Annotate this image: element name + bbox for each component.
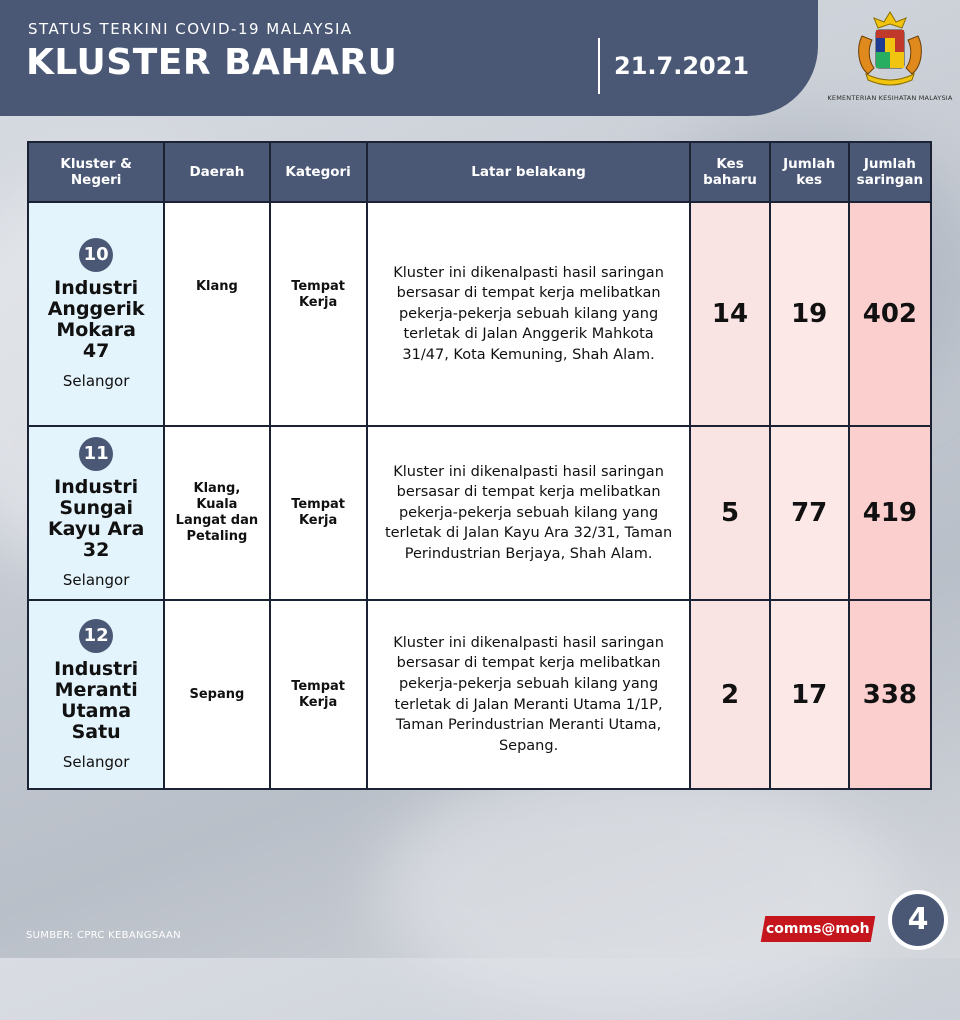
header-latar: Latar belakang xyxy=(368,143,690,201)
daerah-cell: Klang xyxy=(165,203,268,425)
daerah-cell: Sepang xyxy=(165,601,268,788)
header-kes-baharu: Kes baharu xyxy=(691,143,768,201)
jumlah-kes-cell: 19 xyxy=(771,203,848,425)
cluster-number: 10 xyxy=(79,238,113,272)
ministry-name: KEMENTERIAN KESIHATAN MALAYSIA xyxy=(827,94,953,102)
brand-tag-label: comms@moh xyxy=(766,921,870,937)
jumlah-kes-cell: 17 xyxy=(771,601,848,788)
table-row xyxy=(29,601,930,788)
kes-baharu-cell: 14 xyxy=(691,203,768,425)
table-header-row xyxy=(29,143,930,201)
header-daerah: Daerah xyxy=(165,143,268,201)
cluster-state: Selangor xyxy=(62,752,130,771)
daerah-cell: Klang, Kuala Langat dan Petaling xyxy=(165,427,268,599)
source-note: SUMBER: CPRC KEBANGSAAN xyxy=(26,930,181,941)
jumlah-kes-cell: 77 xyxy=(771,427,848,599)
header-divider xyxy=(598,38,600,94)
header-kategori: Kategori xyxy=(271,143,366,201)
cluster-state: Selangor xyxy=(62,571,130,589)
cluster-state: Selangor xyxy=(62,372,130,390)
coat-of-arms-icon xyxy=(848,8,932,92)
kategori-cell: Tempat Kerja xyxy=(271,203,366,425)
jumlah-saringan-cell: 419 xyxy=(850,427,930,599)
cluster-number: 11 xyxy=(79,437,113,471)
cluster-name: Industri Sungai Kayu Ara 32 xyxy=(47,476,145,561)
cluster-name-cell xyxy=(29,203,163,425)
kategori-cell: Tempat Kerja xyxy=(271,601,366,788)
background-blur xyxy=(380,760,900,1020)
header-jumlah-kes: Jumlah kes xyxy=(771,143,848,201)
brand-tag xyxy=(761,916,876,942)
table-row xyxy=(29,203,930,425)
latar-cell: Kluster ini dikenalpasti hasil saringan bersasar di tempat kerja melibatkan pekerja-pekerja sebuah kilang yang terletak di Jalan Kayu Ara 32/31, Taman Perindustrian Berjaya, Shah Alam. xyxy=(368,427,690,599)
latar-cell: Kluster ini dikenalpasti hasil saringan bersasar di tempat kerja melibatkan pekerja-pekerja sebuah kilang yang terletak di Jalan Anggerik Mahkota 31/47, Kota Kemuning, Shah Alam. xyxy=(368,203,690,425)
jumlah-saringan-cell: 402 xyxy=(850,203,930,425)
cluster-table xyxy=(27,141,932,790)
cluster-name: Industri Meranti Utama Satu xyxy=(54,657,139,743)
kes-baharu-cell: 2 xyxy=(691,601,768,788)
table-row xyxy=(29,427,930,599)
kategori-cell: Tempat Kerja xyxy=(271,427,366,599)
ministry-logo xyxy=(820,0,960,116)
cluster-name-cell xyxy=(29,601,163,788)
header-subtitle: STATUS TERKINI COVID-19 MALAYSIA xyxy=(28,20,353,38)
kes-baharu-cell: 5 xyxy=(691,427,768,599)
header-jumlah-saringan: Jumlah saringan xyxy=(850,143,930,201)
page-number: 4 xyxy=(888,890,948,950)
cluster-name-cell xyxy=(29,427,163,599)
cluster-number: 12 xyxy=(79,619,113,653)
header-kluster: Kluster & Negeri xyxy=(29,143,163,201)
report-date: 21.7.2021 xyxy=(614,52,750,80)
page-title: KLUSTER BAHARU xyxy=(26,42,398,83)
header-banner xyxy=(0,0,818,116)
cluster-name: Industri Anggerik Mokara 47 xyxy=(47,277,145,362)
jumlah-saringan-cell: 338 xyxy=(850,601,930,788)
latar-cell: Kluster ini dikenalpasti hasil saringan bersasar di tempat kerja melibatkan pekerja-pekerja sebuah kilang yang terletak di Jalan Meranti Utama 1/1P, Taman Perindustrian Meranti Utama, Sepang. xyxy=(368,601,690,788)
